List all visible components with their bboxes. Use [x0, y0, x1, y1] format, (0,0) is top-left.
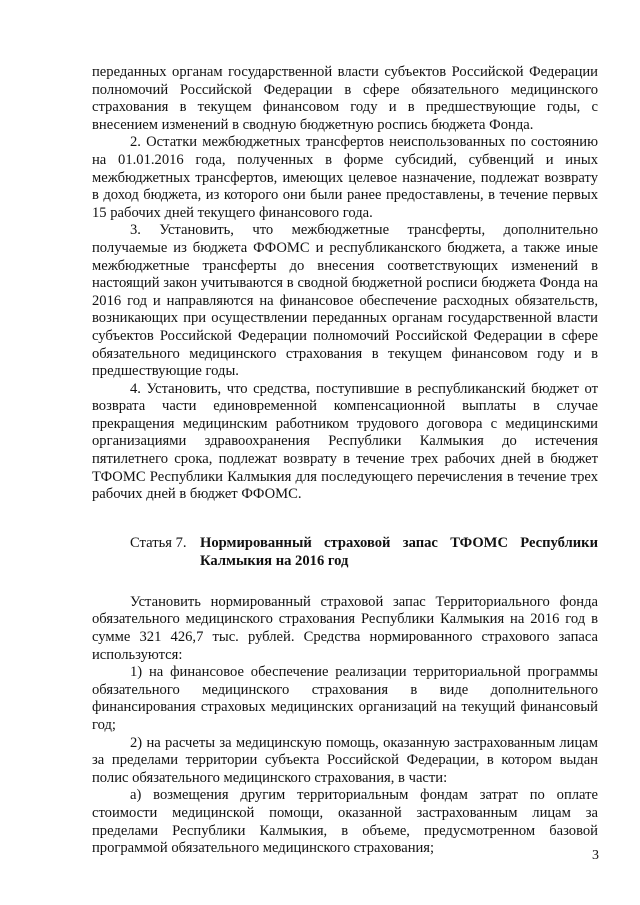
- article-number: Статья 7.: [130, 534, 187, 551]
- article-7-heading: [92, 534, 598, 570]
- paragraph-2: 2. Остатки межбюджетных трансфертов неиспользованных по состоянию на 01.01.2016 года, полученных в форме субсидий, субвенций и иных межбюджетных трансфертов, имеющих целевое назначение, подлежат возврату в доход бюджета, из которого они были ранее предоставлены, в течение первых 15 рабочих дней текущего финансового года.: [92, 134, 598, 221]
- paragraph-4: 4. Установить, что средства, поступившие в республиканский бюджет от возврата части единовременной компенсационной выплаты в случае прекращения медицинским работником трудового договора с медицинскими организациями здравоохранения Республики Калмыкия до истечения пятилетнего срока, подлежат возврату в течение трех рабочих дней в бюджет ТФОМС Республики Калмыкия для последующего перечисления в течение трех рабочих дней в бюджет ФФОМС.: [92, 380, 598, 503]
- article-7-intro: Установить нормированный страховой запас Территориального фонда обязательного медицинского страхования Республики Калмыкия на 2016 год в сумме 321 426,7 тыс. рублей. Средства нормированного страхового запаса используются:: [92, 593, 598, 663]
- paragraph-1: переданных органам государственной власти субъектов Российской Федерации полномочий Российской Федерации в сфере обязательного медицинского страхования в текущем финансовом году и в предшествующие годы, с внесением изменений в сводную бюджетную роспись бюджета Фонда.: [92, 64, 598, 133]
- paragraph-3: 3. Установить, что межбюджетные трансферты, дополнительно получаемые из бюджета ФФОМС и республиканского бюджета, а также иные межбюджетные трансферты до внесения соответствующих изменений в настоящий закон учитываются в сводной бюджетной росписи бюджета Фонда на 2016 год и направляются на финансовое обеспечение расходных обязательств, возникающих при осуществлении переданных органам государственной власти субъектов Российской Федерации полномочий Российской Федерации в сфере обязательного медицинского страхования в текущем финансовом году и в предшествующие годы.: [92, 222, 598, 380]
- article-title: Нормированный страховой запас ТФОМС Республики Калмыкия на 2016 год: [200, 534, 598, 569]
- page-number: 3: [592, 848, 599, 863]
- document-body: [92, 64, 598, 858]
- article-7-item-2a: а) возмещения другим территориальным фондам затрат по оплате стоимости медицинской помощи, оказанной застрахованным лицам за пределами Республики Калмыкия, в объеме, предусмотренном базовой программой обязательного медицинского страхования;: [92, 787, 598, 857]
- article-7-item-1: 1) на финансовое обеспечение реализации территориальной программы обязательного медицинского страхования в виде дополнительного финансирования страховых медицинских организаций на текущий финансовый год;: [92, 664, 598, 733]
- article-7-item-2: 2) на расчеты за медицинскую помощь, оказанную застрахованным лицам за пределами территории субъекта Российской Федерации, в котором выдан полис обязательного медицинского страхования, в части:: [92, 734, 598, 786]
